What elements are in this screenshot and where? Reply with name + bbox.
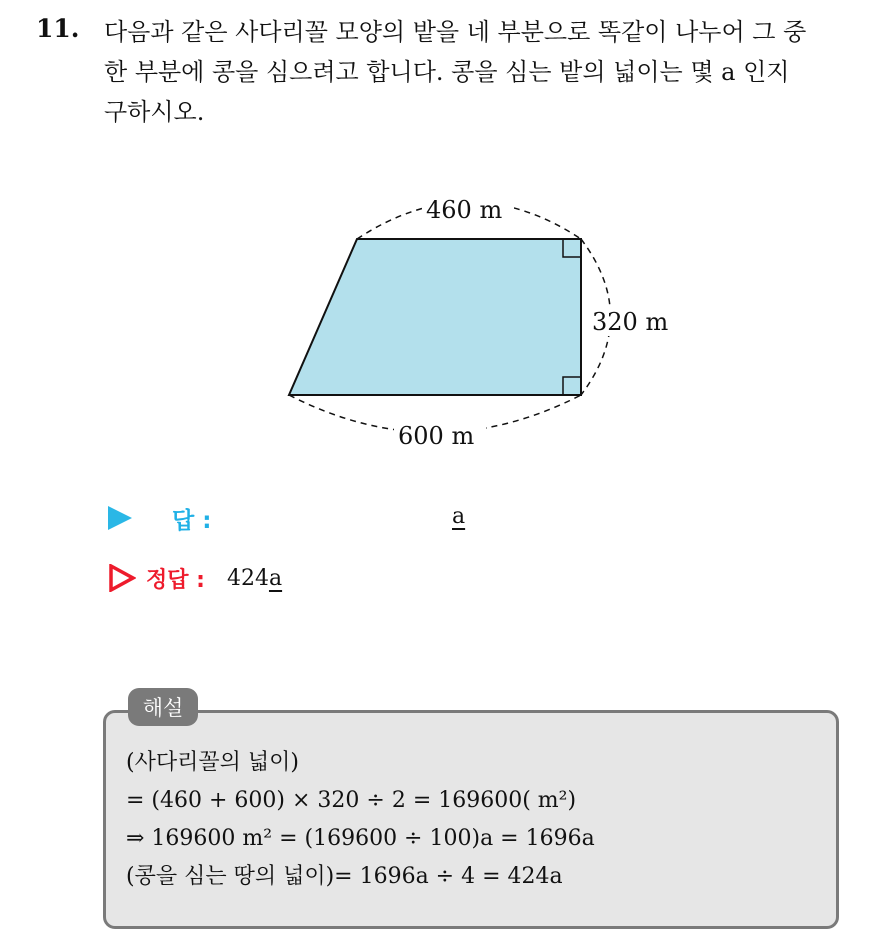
question-number: 11.	[36, 14, 80, 43]
solution-line-1: (사다리꼴의 넓이)	[126, 750, 299, 775]
correct-answer-label: 정답 :	[146, 567, 205, 593]
top-length-label: 460 m	[426, 196, 503, 224]
answer-unit: a	[452, 504, 466, 529]
solution-tab: 해설	[128, 688, 198, 726]
correct-answer-value: 424	[226, 565, 269, 591]
play-arrow-icon	[108, 506, 132, 530]
answer-row	[108, 500, 211, 536]
solution-text	[126, 744, 595, 896]
bottom-length-label: 600 m	[398, 422, 475, 450]
solution-line-2: = (460 + 600) × 320 ÷ 2 = 169600( m²)	[126, 788, 577, 813]
correct-answer-unit: a	[268, 565, 283, 591]
question-line-2: 한 부분에 콩을 심으려고 합니다. 콩을 심는 밭의 넓이는 몇 a 인지	[104, 58, 790, 86]
correct-answer-row	[108, 560, 282, 596]
answer-label: 답 :	[172, 507, 212, 534]
solution-line-4: (콩을 심는 땅의 넓이)= 1696a ÷ 4 = 424a	[126, 864, 563, 889]
right-length-label: 320 m	[592, 308, 669, 336]
outline-arrow-icon	[108, 564, 136, 592]
question-line-1: 다음과 같은 사다리꼴 모양의 밭을 네 부분으로 똑같이 나누어 그 중	[104, 18, 807, 46]
solution-line-3: ⇒ 169600 m² = (169600 ÷ 100)a = 1696a	[126, 826, 595, 851]
question-line-3: 구하시오.	[104, 98, 205, 126]
trapezoid-shape	[289, 239, 581, 395]
